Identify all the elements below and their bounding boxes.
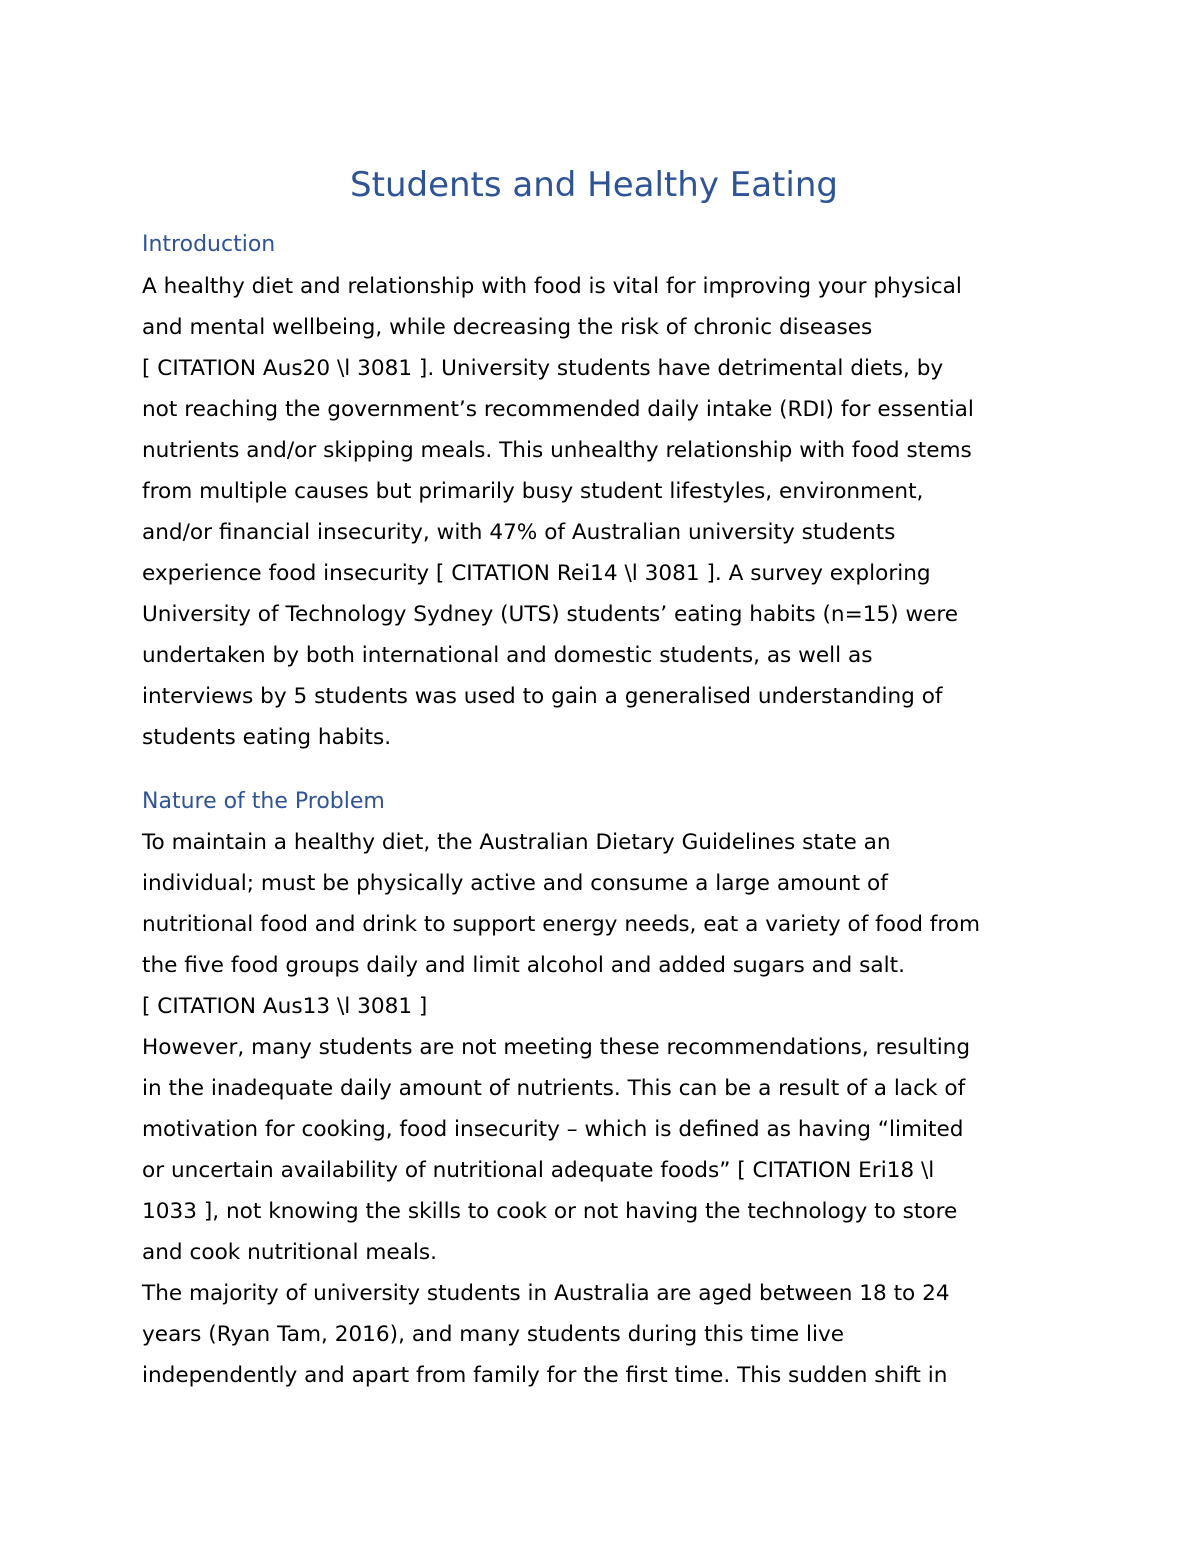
document-title: Students and Healthy Eating bbox=[350, 165, 838, 205]
text-line: individual; must be physically active and consume a large amount of bbox=[142, 871, 888, 896]
text-line: The majority of university students in Australia are aged between 18 to 24 bbox=[142, 1281, 950, 1306]
text-line: nutritional food and drink to support energy needs, eat a variety of food from bbox=[142, 912, 981, 937]
text-line: independently and apart from family for the first time. This sudden shift in bbox=[142, 1363, 948, 1388]
text-line: To maintain a healthy diet, the Australian Dietary Guidelines state an bbox=[142, 830, 891, 855]
introduction-paragraph bbox=[142, 266, 974, 758]
text-line: and mental wellbeing, while decreasing the risk of chronic diseases bbox=[142, 315, 873, 340]
text-line: undertaken by both international and domestic students, as well as bbox=[142, 643, 873, 668]
text-line: interviews by 5 students was used to gain a generalised understanding of bbox=[142, 684, 943, 709]
text-line: in the inadequate daily amount of nutrients. This can be a result of a lack of bbox=[142, 1076, 966, 1101]
text-line: 1033 ], not knowing the skills to cook or not having the technology to store bbox=[142, 1199, 958, 1224]
text-line: experience food insecurity [ CITATION Rei14 \l 3081 ]. A survey exploring bbox=[142, 561, 931, 586]
text-line: not reaching the government’s recommended daily intake (RDI) for essential bbox=[142, 397, 974, 422]
nature-of-problem-paragraph bbox=[142, 822, 980, 1396]
section-heading-nature-of-problem: Nature of the Problem bbox=[142, 789, 385, 814]
text-line: [ CITATION Aus13 \l 3081 ] bbox=[142, 994, 428, 1019]
text-line: University of Technology Sydney (UTS) students’ eating habits (n=15) were bbox=[142, 602, 959, 627]
text-line: motivation for cooking, food insecurity – which is defined as having “limited bbox=[142, 1117, 964, 1142]
text-line: or uncertain availability of nutritional adequate foods” [ CITATION Eri18 \l bbox=[142, 1158, 935, 1183]
text-line: students eating habits. bbox=[142, 725, 392, 750]
text-line: the five food groups daily and limit alcohol and added sugars and salt. bbox=[142, 953, 905, 978]
text-line: A healthy diet and relationship with food is vital for improving your physical bbox=[142, 274, 962, 299]
text-line: However, many students are not meeting these recommendations, resulting bbox=[142, 1035, 971, 1060]
text-line: and/or financial insecurity, with 47% of Australian university students bbox=[142, 520, 896, 545]
text-line: from multiple causes but primarily busy student lifestyles, environment, bbox=[142, 479, 924, 504]
text-line: and cook nutritional meals. bbox=[142, 1240, 437, 1265]
text-line: [ CITATION Aus20 \l 3081 ]. University students have detrimental diets, by bbox=[142, 356, 944, 381]
text-line: nutrients and/or skipping meals. This unhealthy relationship with food stems bbox=[142, 438, 972, 463]
section-heading-introduction: Introduction bbox=[142, 232, 276, 257]
text-line: years (Ryan Tam, 2016), and many students during this time live bbox=[142, 1322, 845, 1347]
